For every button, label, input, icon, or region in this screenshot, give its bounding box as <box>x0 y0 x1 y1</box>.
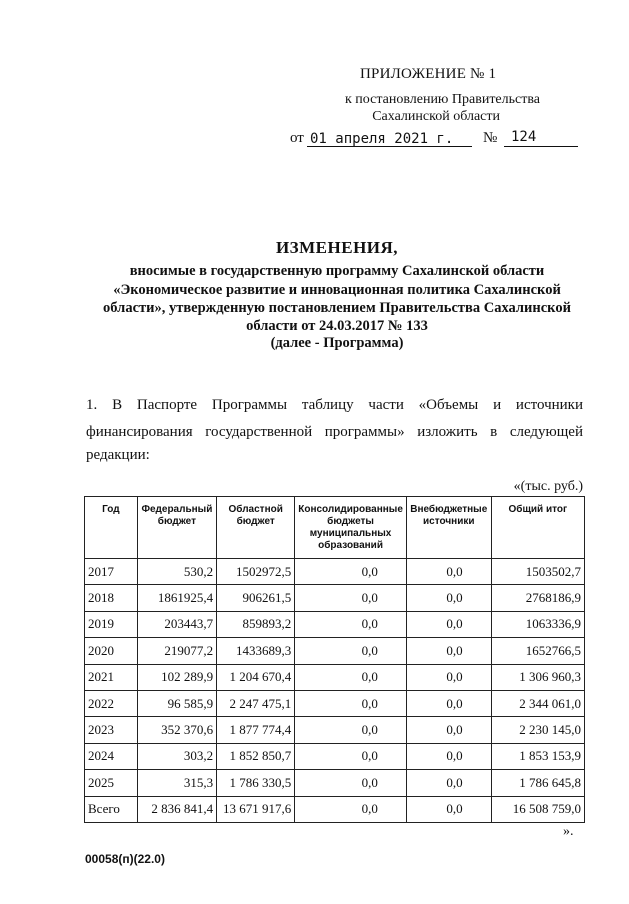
heading-line-3: области», утвержденную постановлением Правительства Сахалинской <box>103 300 571 316</box>
cell-federal: 96 585,9 <box>137 690 216 716</box>
cell-regional: 1433689,3 <box>217 638 295 664</box>
cell-extrabudget: 0,0 <box>406 690 491 716</box>
cell-total: 16 508 759,0 <box>491 796 584 822</box>
cell-municipal: 0,0 <box>295 770 407 796</box>
cell-municipal: 0,0 <box>295 611 407 637</box>
table-row <box>85 717 585 743</box>
table-row <box>85 796 585 822</box>
cell-extrabudget: 0,0 <box>406 717 491 743</box>
heading-line-1: вносимые в государственную программу Сахалинской области <box>129 263 545 279</box>
appendix-decree-line: к постановлению Правительства <box>344 92 540 107</box>
cell-extrabudget: 0,0 <box>406 585 491 611</box>
decree-reference <box>290 128 590 148</box>
cell-year: 2022 <box>85 690 138 716</box>
table-body <box>85 559 585 823</box>
cell-total: 1063336,9 <box>491 611 584 637</box>
cell-total: 2 230 145,0 <box>491 717 584 743</box>
cell-year: 2020 <box>85 638 138 664</box>
cell-year: 2019 <box>85 611 138 637</box>
cell-year: 2021 <box>85 664 138 690</box>
cell-year: Всего <box>85 796 138 822</box>
cell-extrabudget: 0,0 <box>406 559 491 585</box>
cell-municipal: 0,0 <box>295 638 407 664</box>
table-row <box>85 743 585 769</box>
decree-ot-label: от <box>290 130 304 146</box>
table-row <box>85 664 585 690</box>
cell-municipal: 0,0 <box>295 585 407 611</box>
cell-regional: 1 786 330,5 <box>217 770 295 796</box>
cell-regional: 1 852 850,7 <box>217 743 295 769</box>
document-title: ИЗМЕНЕНИЯ, <box>275 238 399 257</box>
decree-number: 124 <box>511 129 537 145</box>
cell-year: 2023 <box>85 717 138 743</box>
paragraph-line-1: 1. В Паспорте Программы таблицу части «Объемы и источники <box>86 397 583 413</box>
table-row <box>85 770 585 796</box>
cell-federal: 219077,2 <box>137 638 216 664</box>
decree-number-label: № <box>483 130 498 146</box>
cell-federal: 1861925,4 <box>137 585 216 611</box>
cell-year: 2018 <box>85 585 138 611</box>
cell-regional: 2 247 475,1 <box>217 690 295 716</box>
cell-federal: 303,2 <box>137 743 216 769</box>
cell-total: 2 344 061,0 <box>491 690 584 716</box>
cell-year: 2025 <box>85 770 138 796</box>
cell-extrabudget: 0,0 <box>406 770 491 796</box>
cell-extrabudget: 0,0 <box>406 664 491 690</box>
table-row <box>85 690 585 716</box>
cell-federal: 2 836 841,4 <box>137 796 216 822</box>
header-federal: Федеральный бюджет <box>137 497 216 559</box>
cell-regional: 1 877 774,4 <box>217 717 295 743</box>
cell-year: 2024 <box>85 743 138 769</box>
cell-municipal: 0,0 <box>295 796 407 822</box>
header-total: Общий итог <box>491 497 584 559</box>
cell-total: 1503502,7 <box>491 559 584 585</box>
cell-federal: 530,2 <box>137 559 216 585</box>
cell-municipal: 0,0 <box>295 664 407 690</box>
cell-total: 2768186,9 <box>491 585 584 611</box>
header-extrabudget: Внебюджетные источники <box>406 497 491 559</box>
cell-municipal: 0,0 <box>295 717 407 743</box>
cell-federal: 352 370,6 <box>137 717 216 743</box>
cell-total: 1 853 153,9 <box>491 743 584 769</box>
decree-date: 01 апреля 2021 г. <box>310 131 454 147</box>
cell-federal: 203443,7 <box>137 611 216 637</box>
cell-municipal: 0,0 <box>295 559 407 585</box>
closing-quote: ». <box>563 824 574 839</box>
cell-year: 2017 <box>85 559 138 585</box>
paragraph-line-3: редакции: <box>86 447 150 463</box>
form-code: 00058(п)(22.0) <box>85 852 165 866</box>
table-row <box>85 638 585 664</box>
cell-regional: 13 671 917,6 <box>217 796 295 822</box>
header-regional: Областной бюджет <box>217 497 295 559</box>
paragraph-line-2: финансирования государственной программы» изложить в следующей <box>86 424 583 440</box>
appendix-title: ПРИЛОЖЕНИЕ № 1 <box>360 66 497 82</box>
cell-federal: 315,3 <box>137 770 216 796</box>
cell-municipal: 0,0 <box>295 690 407 716</box>
cell-total: 1 306 960,3 <box>491 664 584 690</box>
heading-line-5: (далее - Программа) <box>270 335 404 351</box>
table-row <box>85 585 585 611</box>
table-row <box>85 559 585 585</box>
cell-regional: 859893,2 <box>217 611 295 637</box>
cell-regional: 1502972,5 <box>217 559 295 585</box>
cell-total: 1652766,5 <box>491 638 584 664</box>
appendix-region-line: Сахалинской области <box>372 109 500 124</box>
unit-label: «(тыс. руб.) <box>513 479 583 494</box>
financing-table <box>84 496 585 823</box>
cell-municipal: 0,0 <box>295 743 407 769</box>
cell-extrabudget: 0,0 <box>406 611 491 637</box>
cell-extrabudget: 0,0 <box>406 638 491 664</box>
header-year: Год <box>85 497 138 559</box>
table-row <box>85 611 585 637</box>
cell-federal: 102 289,9 <box>137 664 216 690</box>
cell-extrabudget: 0,0 <box>406 743 491 769</box>
table-header-row <box>85 497 585 559</box>
cell-extrabudget: 0,0 <box>406 796 491 822</box>
cell-total: 1 786 645,8 <box>491 770 584 796</box>
cell-regional: 1 204 670,4 <box>217 664 295 690</box>
heading-line-2: «Экономическое развитие и инновационная политика Сахалинской <box>113 282 561 298</box>
header-municipal: Консолидированные бюджеты муниципальных образований <box>295 497 407 559</box>
heading-line-4: области от 24.03.2017 № 133 <box>246 318 428 334</box>
cell-regional: 906261,5 <box>217 585 295 611</box>
